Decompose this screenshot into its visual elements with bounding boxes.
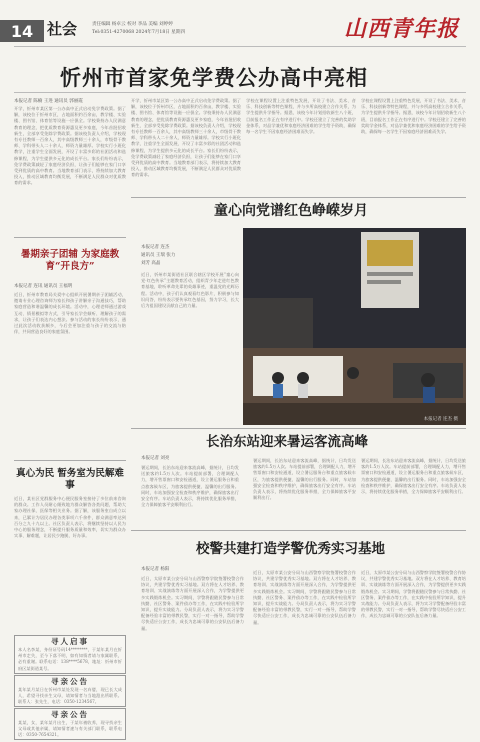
ad-box-3 [14, 708, 126, 740]
police-body-col2: 近日，太原市某公安分局与山西警察学院签署校警合作协议，共建学警优秀实习基地。双方将在人才培养、教育培训、实战演练等方面开展深入合作，为学警提供更多实践锻炼机会。实习期间，学警将跟随民警参与日常执勤、社区警务、案件侦办等工作，在实践中检验所学知识，提升实战能力。分局负责人表示，将为实习学警配备经验丰富的带教民警，实行一对一指导，帮助学警尽快适应公安工作，成长为忠诚可靠的公安队伍后备力量。 [253, 570, 356, 625]
lead-divider [14, 92, 466, 93]
station-headline: 长治东站迎来暑运客流高峰 [206, 434, 368, 450]
ad-body-3: 某某，女，某年某月出生，于某年被收养，现寻找亲生父母或其他亲属，请知情者速与有关部门联系，联系电话：0350-7654321。 [18, 720, 122, 738]
left1-body: 近日，忻州市教育局关爱中心组织开展暑期亲子团辅活动，邀请专业心理咨询师为家长和孩子讲解亲子沟通技巧，帮助家庭营造和谐温馨的成长环境。活动中，心理老师通过游戏互动、情景模拟等方式，引导家长学会倾听、理解孩子的需求，让孩子们表达内心想法。参与活动的家长纷纷表示，通过此次活动收获颇多，今后会更加注重与孩子的交流与陪伴，共同营造良好的家庭氛围。 [14, 292, 126, 335]
police-divider [131, 530, 466, 531]
police-headline: 校警共建打造学警优秀实习基地 [196, 541, 385, 557]
lead-body-col2: 开学，忻州市某区第一公办高中正式启动免学费政策。据了解，该校位于忻州市区，占地面积约百余亩，教学楼、实验楼、图书馆、体育馆等设施一应俱全。学校秉持办人民满意教育的理念，把优质教育资源惠及更多家庭，今年首批招收新生，全部享受免除学费政策。据该校负责人介绍，学校现有专任教师一百余人，其中高级教师三十余人，市级骨干教师、学科带头人二十余人，师资力量雄厚。学校实行小班化教学，注重学生全面发展，开设了丰富多彩的社团活动和选修课程，为学生提供多元化的成长平台。家长们纷纷表示，免学费政策减轻了家庭经济负担，让孩子们能够在家门口享受到优质的高中教育。当地教育部门表示，将持续加大教育投入，推动区域教育均衡发展，不断满足人民群众对优质教育的需求。 [131, 98, 241, 178]
party-body: 近日，忻州市某街道社区联合辖区学校开展“童心向党·红色传承”主题教育活动，组织青少年走进红色教育基地，聆听革命先辈的英雄事迹，重温党的光辉历程。活动中，孩子们认真观看红色影片，积极参与知识问答，纷纷表示要传承红色基因，努力学习，长大后为祖国建设贡献自己的力量。 [141, 272, 239, 309]
ad-title-2: 寻亲公告 [51, 677, 89, 686]
photo-caption: 本报记者 连杰 摄 [423, 417, 458, 422]
party-byline: 本报记者 连杰 通讯员 王瑞 张力 刘芳 高晶 [141, 245, 176, 266]
ad-title-1: 寻人启事 [51, 637, 89, 646]
ad-box-2 [14, 675, 126, 707]
lead-body-col4: 学校在课程设置上注重特色发展，开设了书法、美术、音乐、科技创新等特色课程，并与多所高校建立合作关系，为学生提供升学指导。据悉，该校今年计划招收新生八个班，目前报名工作正在有序进行中。学校还建立了完善的奖助学金体系，对品学兼优和家庭经济困难的学生给予资助，确保每一名学生不因家庭经济困难而失学。 [361, 98, 466, 135]
left1-divider [14, 237, 126, 238]
station-body-col2: 暑运期间，长治东站迎来客流高峰，据统计，日均发送旅客约1.5万人次。车站提前部署，合理调配人力，增开售票窗口和安检通道，设立暑运服务台和重点旅客候车区，为旅客提供便捷、温馨的出行服务。同时，车站加强安全检查和秩序维护，确保旅客出行安全有序。车站负责人表示，将持续优化服务举措，全力保障旅客平安顺利出行。 [253, 458, 356, 501]
station-body-col1: 暑运期间，长治东站迎来客流高峰，据统计，日均发送旅客约1.5万人次。车站提前部署，合理调配人力，增开售票窗口和安检通道，设立暑运服务台和重点旅客候车区，为旅客提供便捷、温馨的出行服务。同时，车站加强安全检查和秩序维护，确保旅客出行安全有序。车站负责人表示，将持续优化服务举措，全力保障旅客平安顺利出行。 [141, 465, 239, 508]
station-divider [131, 428, 466, 429]
header-divider [14, 46, 466, 47]
left2-headline: 真心为民 暂务室为民解难事 [16, 468, 124, 491]
left1-headline: 暑期亲子团辅 为家庭教育“开良方” [20, 249, 120, 272]
ad-body-2: 某年某月某日在忻州市某处发现一名弃婴，现已长大成人，希望寻找亲生父母，请知情者与当地派出所联系。联系人：张先生，电话：0350-1234567。 [18, 687, 122, 705]
page-number: 14 [10, 21, 34, 41]
newspaper-masthead: 山西青年报 [344, 16, 460, 42]
lead-body-col1: 开学，忻州市某区第一公办高中正式启动免学费政策。据了解，该校位于忻州市区，占地面积约百余亩，教学楼、实验楼、图书馆、体育馆等设施一应俱全。学校秉持办人民满意教育的理念，把优质教育资源惠及更多家庭，今年首批招收新生，全部享受免除学费政策。据该校负责人介绍，学校现有专任教师一百余人，其中高级教师三十余人，市级骨干教师、学科带头人二十余人，师资力量雄厚。学校实行小班化教学，注重学生全面发展，开设了丰富多彩的社团活动和选修课程，为学生提供多元化的成长平台。家长们纷纷表示，免学费政策减轻了家庭经济负担，让孩子们能够在家门口享受到优质的高中教育。当地教育部门表示，将持续加大教育投入，推动区域教育均衡发展，不断满足人民群众对优质教育的需求。 [14, 106, 126, 186]
editor-line: 责任编辑 杨卓云 校对 李品 美编 刘婷婷 [92, 22, 173, 27]
left2-divider [14, 460, 126, 461]
ad-box-1 [14, 635, 126, 674]
police-byline: 本报记者 杨阳 [141, 567, 170, 572]
date-line: Tel:0351-4270068 2024年7月18日 星期四 [92, 30, 186, 35]
page-number-badge [0, 20, 44, 42]
station-byline: 本报记者 刘亮 [141, 456, 170, 461]
police-body-col1: 近日，太原市某公安分局与山西警察学院签署校警合作协议，共建学警优秀实习基地。双方将在人才培养、教育培训、实战演练等方面开展深入合作，为学警提供更多实践锻炼机会。实习期间，学警将跟随民警参与日常执勤、社区警务、案件侦办等工作，在实践中检验所学知识，提升实战能力。分局负责人表示，将为实习学警配备经验丰富的带教民警，实行一对一指导，帮助学警尽快适应公安工作，成长为忠诚可靠的公安队伍后备力量。 [141, 576, 244, 631]
party-divider [131, 197, 466, 198]
police-body-col3: 近日，太原市某公安分局与山西警察学院签署校警合作协议，共建学警优秀实习基地。双方将在人才培养、教育培训、实战演练等方面开展深入合作，为学警提供更多实践锻炼机会。实习期间，学警将跟随民警参与日常执勤、社区警务、案件侦办等工作，在实践中检验所学知识，提升实战能力。分局负责人表示，将为实习学警配备经验丰富的带教民警，实行一对一指导，帮助学警尽快适应公安工作，成长为忠诚可靠的公安队伍后备力量。 [361, 570, 466, 619]
ad-title-3: 寻亲公告 [51, 710, 89, 719]
section-name: 社会 [47, 20, 78, 38]
left2-body: 近日，某社区党群服务中心便民服务室接待了多位前来咨询的群众。工作人员耐心细致地为群众解答各类问题，帮助大家办理社保、医保等相关业务。据了解，该服务室自成立以来，已累计为居民办理各类事项六千余件，群众满意率达到百分之九十九以上。社区负责人表示，将继续坚持以人民为中心的服务理念，不断提升服务质量和效率，切实为群众办实事、解难题，让居民少跑腿、好办事。 [14, 496, 126, 539]
ad-body-1: 本人名李某，身份证号码14********，于某年某月在忻州市走失，至今下落不明，如有知情者请与家属联系，必有重谢。联系电话：138****5678，地址：忻州市忻府区某街道某号。 [18, 647, 122, 671]
station-body-col3: 暑运期间，长治东站迎来客流高峰，据统计，日均发送旅客约1.5万人次。车站提前部署，合理调配人力，增开售票窗口和安检通道，设立暑运服务台和重点旅客候车区，为旅客提供便捷、温馨的出行服务。同时，车站加强安全检查和秩序维护，确保旅客出行安全有序。车站负责人表示，将持续优化服务举措，全力保障旅客平安顺利出行。 [361, 458, 466, 495]
party-headline: 童心向党谱红色峥嵘岁月 [214, 203, 368, 219]
lead-headline: 忻州市首家免学费公办高中亮相 [60, 65, 368, 90]
lead-body-col3: 学校在课程设置上注重特色发展，开设了书法、美术、音乐、科技创新等特色课程，并与多所高校建立合作关系，为学生提供升学指导。据悉，该校今年计划招收新生八个班，目前报名工作正在有序进行中。学校还建立了完善的奖助学金体系，对品学兼优和家庭经济困难的学生给予资助，确保每一名学生不因家庭经济困难而失学。 [246, 98, 356, 135]
classroom-photo-art [243, 228, 466, 425]
left1-byline: 本报记者 连讯 通讯员 王福明 [14, 284, 73, 289]
lead-byline: 本报记者 陈楠 王进 通讯员 郭丽霞 [14, 99, 83, 104]
classroom-photo [243, 228, 466, 425]
